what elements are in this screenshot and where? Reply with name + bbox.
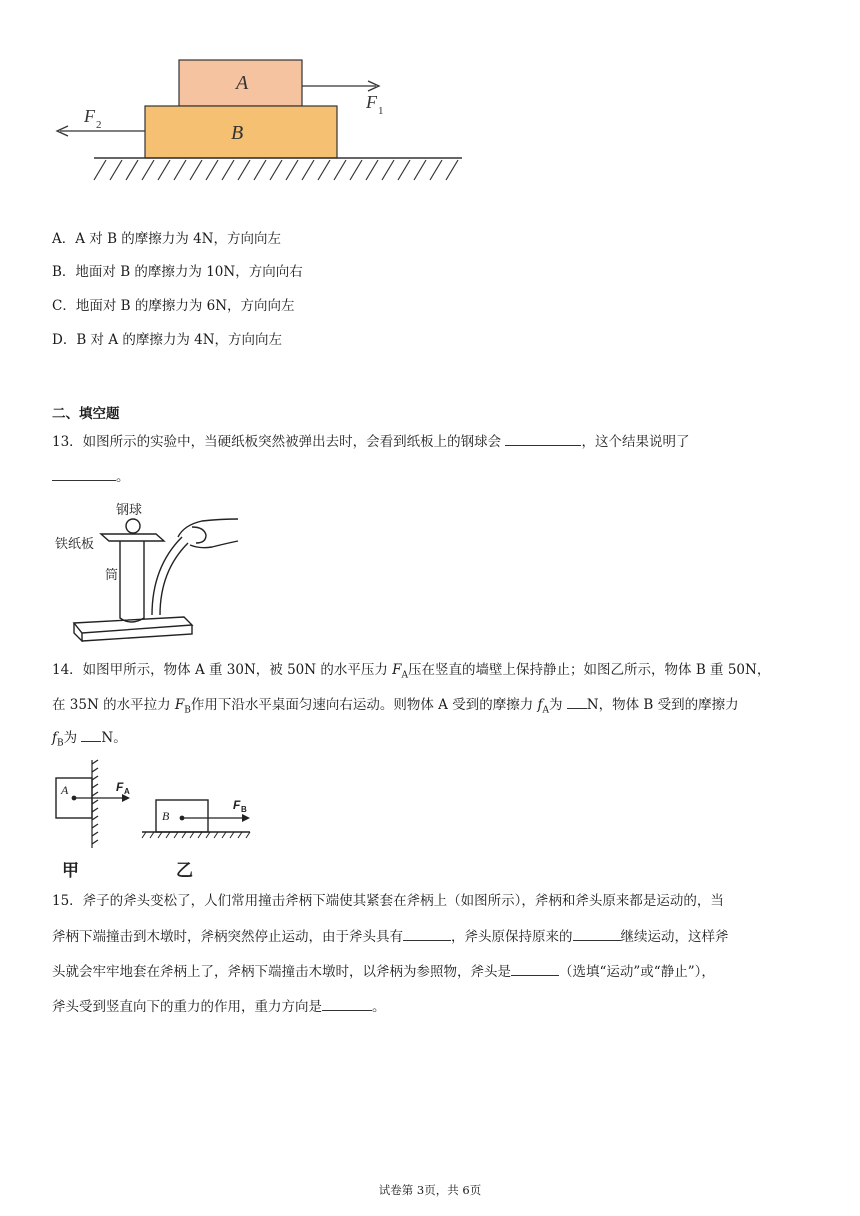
label-b: B: [231, 122, 244, 144]
option-b: B．地面对 B 的摩擦力为 10N，方向向右: [52, 264, 303, 280]
question-15-line3: 头就会牢牢地套在斧柄上了，斧柄下端撞击木墩时，以斧柄为参照物，斧头是 （选填“运动”或“静止”），: [52, 961, 715, 982]
option-c: C．地面对 B 的摩擦力为 6N，方向向左: [52, 298, 295, 314]
label-ball: 钢球: [116, 503, 143, 518]
figure-14-jia-yi: [50, 758, 260, 883]
figure-13-inertia: [52, 497, 242, 642]
steel-ball: [126, 519, 140, 533]
label-f1-sub: 1: [378, 105, 384, 117]
fig14-label-yi: 乙: [176, 861, 193, 881]
label-a: A: [236, 72, 249, 94]
card-board: [101, 534, 164, 541]
question-14-line3: $f_B$为 N。: [52, 727, 127, 754]
fig14-label-fa: F: [116, 780, 124, 794]
fig14-label-fb: F: [233, 798, 241, 812]
figure-blocks-ab: [50, 50, 470, 185]
ground-hatch: [94, 160, 458, 180]
question-13-line2: 。: [52, 466, 130, 487]
question-15-line1: 15．斧子的斧头变松了，人们常用撞击斧柄下端使其紧套在斧柄上（如图所示），斧柄和斧头原来都是运动的，当: [52, 893, 724, 909]
label-board: 铁纸板: [55, 537, 95, 552]
question-14-line2: 在 35N 的水平拉力 $F_B$作用下沿水平桌面匀速向右运动。则物体 A 受到的摩擦力 $f_A$为 N，物体 B 受到的摩擦力: [52, 694, 739, 721]
question-14-line1: 14．如图甲所示，物体 A 重 30N，被 50N 的水平压力 $F_A$压在竖直的墙壁上保持静止；如图乙所示，物体 B 重 50N，: [52, 662, 771, 681]
page-footer: 试卷第 3页，共 6页: [378, 1183, 482, 1197]
fig14-label-fa-sub: A: [124, 787, 130, 796]
label-f2: F: [84, 106, 95, 126]
label-f1: F: [366, 92, 377, 112]
wall: [92, 760, 98, 848]
arrow-f1: [302, 81, 379, 91]
section-title: 二、填空题: [52, 406, 120, 422]
fig14-label-jia: 甲: [62, 861, 79, 881]
option-d: D．B 对 A 的摩擦力为 4N，方向向左: [52, 332, 283, 348]
fig14-label-fb-sub: B: [241, 805, 247, 814]
question-13-line1: 13．如图所示的实验中，当硬纸板突然被弹出去时，会看到纸板上的钢球会 ，这个结果说明了: [52, 431, 689, 452]
label-f2-sub: 2: [96, 119, 102, 131]
question-15-line2: 斧柄下端撞击到木墩时，斧柄突然停止运动，由于斧头具有 ，斧头原保持原来的 继续运动，这样斧: [52, 926, 729, 947]
option-a: A．A 对 B 的摩擦力为 4N，方向向左: [52, 231, 281, 247]
spring-strip: [152, 537, 188, 615]
fig14-label-b: B: [162, 809, 170, 823]
table-hatch: [142, 832, 250, 838]
question-15-line4: 斧头受到竖直向下的重力的作用，重力方向是 。: [52, 996, 386, 1017]
fig14-label-a: A: [61, 783, 69, 797]
tube: [120, 541, 144, 622]
label-tube: 筒: [105, 568, 119, 583]
